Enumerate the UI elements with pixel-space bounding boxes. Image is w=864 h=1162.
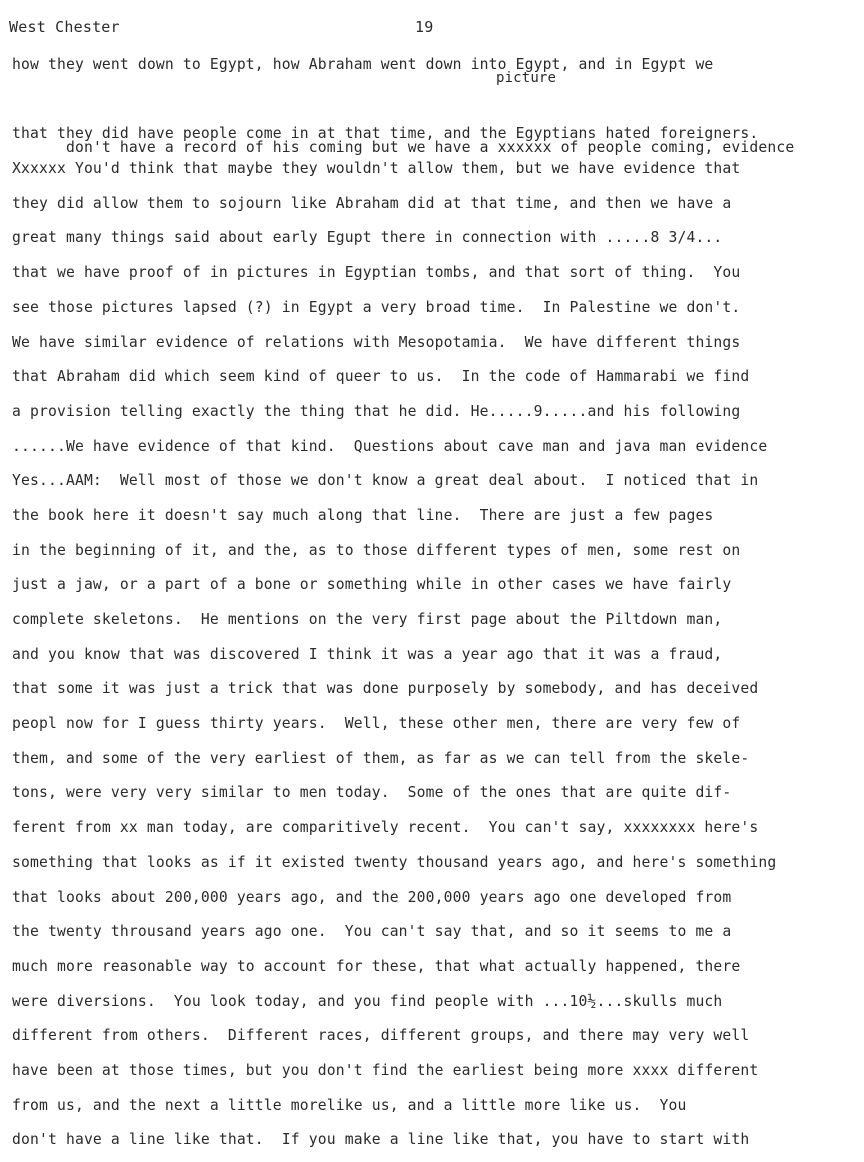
text-line: that Abraham did which seem kind of queer to us. In the code of Hammarabi we find [12,368,750,386]
text-line: a provision telling exactly the thing that he did. He.....9.....and his following [12,402,741,420]
text-line: Yes...AAM: Well most of those we don't know a great deal about. I noticed that in [12,472,759,490]
text-line: something that looks as if it existed twenty thousand years ago, and here's something [12,853,777,871]
text-line: from us, and the next a little morelike us, and a little more like us. You [12,1096,687,1114]
text-line: that we have proof of in pictures in Egyptian tombs, and that sort of thing. You [12,264,741,282]
interlinear-correction: picture [496,69,557,86]
text-line-content: don't have a record of his coming but we have a xxxxxx of people coming, evidence [65,138,795,156]
page-header [9,18,864,42]
header-place: West Chester [9,18,120,36]
text-line: peopl now for I guess thirty years. Well, these other men, there are very few of [12,715,741,733]
text-line: see those pictures lapsed (?) in Egypt a very broad time. In Palestine we don't. [12,298,741,316]
text-line: We have similar evidence of relations with Mesopotamia. We have different things [12,333,741,351]
text-line: tons, were very very similar to men today. Some of the ones that are quite dif- [12,784,732,802]
text-line: Xxxxxx You'd think that maybe they wouldn't allow them, but we have evidence that [12,160,741,178]
text-line: how they went down to Egypt, how Abraham went down into Egypt, and in Egypt we [12,56,714,73]
page-number: 19 [415,18,434,36]
text-line: ......We have evidence of that kind. Questions about cave man and java man evidence [12,437,768,455]
text-line: the book here it doesn't say much along that line. There are just a few pages [12,506,714,524]
text-line: and you know that was discovered I think it was a year ago that it was a fraud, [12,645,723,663]
text-line: that looks about 200,000 years ago, and the 200,000 years ago one developed from [12,888,732,906]
text-line: them, and some of the very earliest of them, as far as we can tell from the skele- [12,749,750,767]
text-line: different from others. Different races, different groups, and there may very well [12,1027,750,1045]
text-line: were diversions. You look today, and you find people with ...10½...skulls much [12,992,723,1010]
text-line: just a jaw, or a part of a bone or something while in other cases we have fairly [12,576,732,594]
text-line: that some it was just a trick that was done purposely by somebody, and has deceived [12,680,759,698]
text-line: the twenty throusand years ago one. You can't say that, and so it seems to me a [12,923,732,941]
text-line: ferent from xx man today, are comparitively recent. You can't say, xxxxxxxx here's [12,819,759,837]
text-line: they did allow them to sojourn like Abraham did at that time, and then we have a [12,194,732,212]
text-line: that they did have people come in at that time, and the Egyptians hated foreigners. [12,125,759,143]
text-line: in the beginning of it, and the, as to those different types of men, some rest on [12,541,741,559]
text-line: great many things said about early Egupt there in connection with .....8 3/4... [12,229,723,247]
text-line: don't have a line like that. If you make a line like that, you have to start with [12,1131,750,1149]
text-line: have been at those times, but you don't find the earliest being more xxxx different [12,1061,759,1079]
text-line: complete skeletons. He mentions on the very first page about the Piltdown man, [12,611,723,628]
transcript-body [12,52,858,1162]
text-line: much more reasonable way to account for these, that what actually happened, there [12,957,741,975]
